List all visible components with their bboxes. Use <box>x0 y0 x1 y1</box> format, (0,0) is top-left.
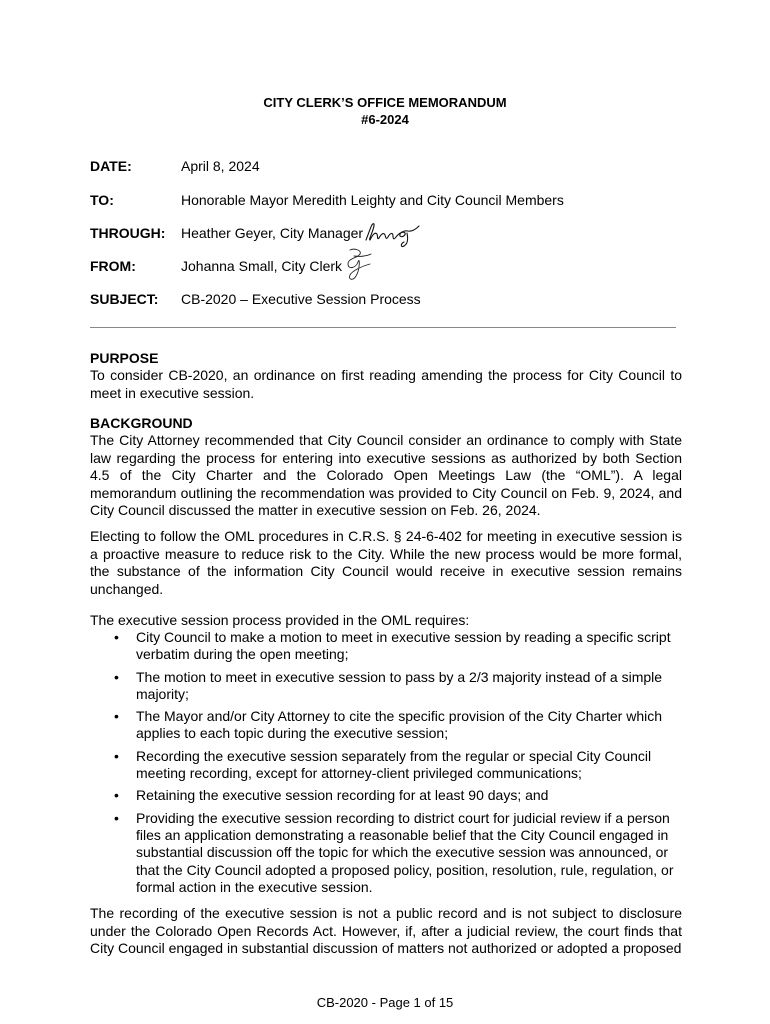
bullet-icon: • <box>114 787 119 804</box>
oml-requirements-list <box>90 629 682 896</box>
bullet-icon: • <box>114 809 119 826</box>
purpose-text: To consider CB-2020, an ordinance on first reading amending the process for City Council to meet in executive session. <box>90 367 682 401</box>
memo-number: #6-2024 <box>361 112 409 127</box>
list-item <box>90 787 682 804</box>
background-heading: BACKGROUND <box>90 415 193 431</box>
date-label: DATE: <box>90 158 132 174</box>
list-item <box>90 810 682 896</box>
through-label: THROUGH: <box>90 225 166 241</box>
through-value: Heather Geyer, City Manager <box>181 225 364 241</box>
list-item-text: The motion to meet in executive session to pass by a 2/3 majority instead of a simple majority; <box>136 668 663 702</box>
page-footer: CB-2020 - Page 1 of 15 <box>316 995 454 1010</box>
background-paragraph-4: The recording of the executive session is not a public record and is not subject to disclosure under the Colorado Open Records Act. However, if, after a judicial review, the court finds that City Council engaged in substantial discussion of matters not authorized or adopted a proposed <box>90 905 682 956</box>
list-item-text: City Council to make a motion to meet in executive session by reading a specific script verbatim during the open meeting; <box>136 629 671 663</box>
list-item-text: Recording the executive session separately from the regular or special City Council meeting recording, except for attorney-client privileged communications; <box>136 747 652 782</box>
subject-value: CB-2020 – Executive Session Process <box>181 291 421 307</box>
to-value: Honorable Mayor Meredith Leighty and City Council Members <box>181 192 564 208</box>
background-paragraph-2: Electing to follow the OML procedures in C.R.S. § 24-6-402 for meeting in executive session is a proactive measure to reduce risk to the City. While the new process would be more formal, the substance of the information City Council would receive in executive session remains unchanged. <box>90 528 682 597</box>
list-item <box>90 669 682 704</box>
list-item <box>90 708 682 743</box>
bullet-icon: • <box>114 629 119 645</box>
city-clerk-signature <box>340 246 374 284</box>
list-item <box>90 629 682 664</box>
bullet-icon: • <box>114 708 119 725</box>
bullet-icon: • <box>114 668 119 685</box>
from-value: Johanna Small, City Clerk <box>181 258 343 274</box>
list-item-text: Providing the executive session recording to district court for judicial review if a person files an application demonstrating a reasonable belief that the City Council engaged in substantial discussion off the topic for which the executive session was announced, or that the City Council adopted a proposed policy, position, resolution, rule, regulation, or formal action in the executive session. <box>136 809 674 895</box>
purpose-heading: PURPOSE <box>90 350 159 366</box>
from-label: FROM: <box>90 258 136 274</box>
bullet-icon: • <box>114 747 119 764</box>
background-paragraph-3: The executive session process provided in the OML requires: <box>90 612 470 628</box>
subject-label-wrap <box>90 290 158 308</box>
date-value: April 8, 2024 <box>181 158 260 174</box>
subject-label: SUBJECT <box>90 291 154 307</box>
list-item <box>90 748 682 783</box>
to-label: TO: <box>90 192 114 208</box>
background-paragraph-1: The City Attorney recommended that City Council consider an ordinance to comply with State law regarding the process for entering into executive sessions as authorized by both Section 4.5 of the City Charter and the Colorado Open Meetings Law (the “OML”). A legal memorandum outlining the recommendation was provided to City Council on Feb. 9, 2024, and City Council discussed the matter in executive session on Feb. 26, 2024. <box>90 432 682 518</box>
memo-title: CITY CLERK’S OFFICE MEMORANDUM <box>263 95 507 110</box>
subject-colon: : <box>153 291 159 307</box>
list-item-text: The Mayor and/or City Attorney to cite the specific provision of the City Charter which applies to each topic during the executive session; <box>136 708 663 742</box>
list-item-text: Retaining the executive session recording for at least 90 days; and <box>136 787 549 804</box>
header-divider <box>90 327 676 328</box>
